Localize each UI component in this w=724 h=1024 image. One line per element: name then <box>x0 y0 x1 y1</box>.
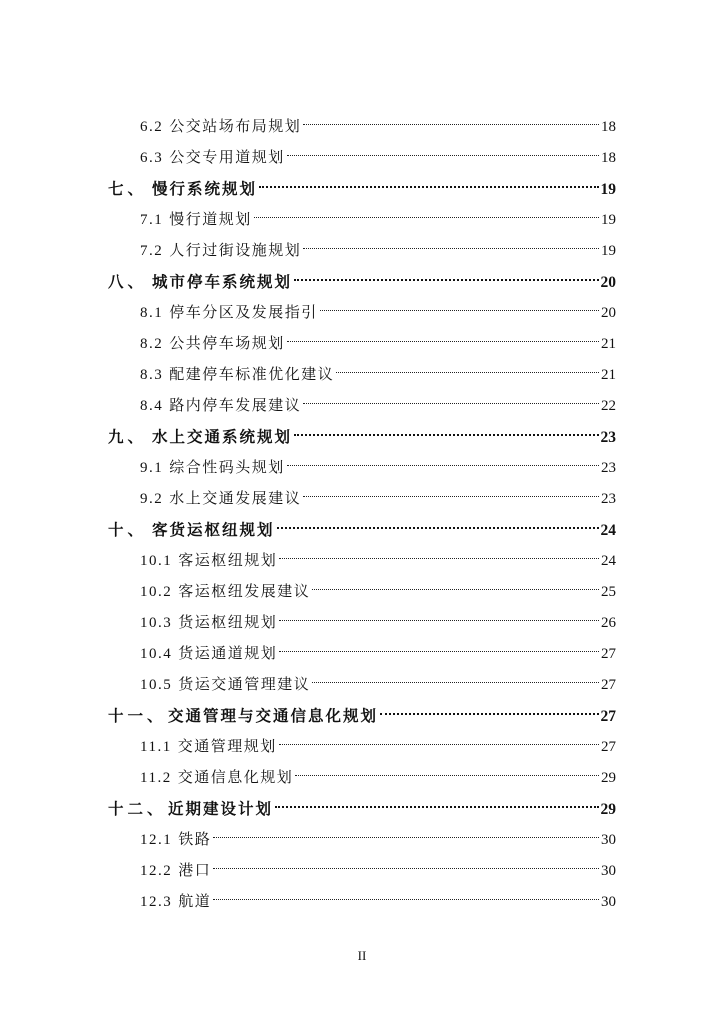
toc-entry-title: 交通信息化规划 <box>177 768 294 786</box>
toc-entry-title: 停车分区及发展指引 <box>169 303 318 321</box>
toc-entry-title: 客运枢纽规划 <box>178 551 278 569</box>
toc-entry-page: 19 <box>600 181 616 198</box>
toc-entry-page: 27 <box>601 646 616 662</box>
toc-chapter-entry[interactable] <box>108 700 616 731</box>
toc-entry-number: 11.2 <box>140 770 172 786</box>
toc-chapter-entry[interactable] <box>108 173 616 204</box>
toc-entry-title: 慢行道规划 <box>169 210 252 228</box>
toc-entry-number: 12.2 <box>140 863 173 879</box>
toc-section-entry[interactable] <box>108 824 616 855</box>
dot-leader <box>336 372 599 373</box>
toc-entry-page: 23 <box>600 429 616 446</box>
toc-entry-title: 人行过街设施规划 <box>169 241 302 259</box>
toc-entry-number: 9.1 <box>140 460 164 476</box>
toc-section-entry[interactable] <box>108 607 616 638</box>
toc-entry-page: 18 <box>601 150 616 166</box>
toc-section-entry[interactable] <box>108 545 616 576</box>
toc-entry-title: 货运交通管理建议 <box>178 675 311 693</box>
toc-section-entry[interactable] <box>108 204 616 235</box>
toc-entry-number: 十一、 <box>108 706 167 725</box>
toc-entry-page: 22 <box>601 398 616 414</box>
toc-entry-page: 18 <box>601 119 616 135</box>
dot-leader <box>279 744 599 745</box>
toc-entry-page: 27 <box>601 677 616 693</box>
toc-entry-title: 综合性码头规划 <box>169 458 285 476</box>
toc-section-entry[interactable] <box>108 297 616 328</box>
toc-entry-page: 30 <box>601 894 616 910</box>
toc-entry-number: 10.4 <box>140 646 173 662</box>
toc-entry-number: 8.4 <box>140 398 164 414</box>
toc-entry-title: 水上交通系统规划 <box>152 427 293 446</box>
dot-leader <box>279 620 599 621</box>
toc-entry-title: 交通管理与交通信息化规划 <box>168 706 379 725</box>
toc-section-entry[interactable] <box>108 111 616 142</box>
toc-entry-page: 20 <box>600 274 616 291</box>
toc-entry-number: 10.1 <box>140 553 173 569</box>
toc-entry-page: 27 <box>600 708 616 725</box>
toc-entry-number: 8.3 <box>140 367 164 383</box>
toc-entry-page: 27 <box>601 739 616 755</box>
toc-chapter-entry[interactable] <box>108 421 616 452</box>
dot-leader <box>213 837 599 838</box>
dot-leader <box>287 155 599 156</box>
toc-entry-number: 十二、 <box>108 799 167 818</box>
dot-leader <box>275 806 598 808</box>
toc-entry-number: 8.1 <box>140 305 164 321</box>
dot-leader <box>259 186 598 188</box>
toc-entry-number: 6.2 <box>140 119 164 135</box>
dot-leader <box>287 465 599 466</box>
toc-entry-page: 19 <box>601 212 616 228</box>
toc-entry-title: 铁路 <box>178 830 212 848</box>
toc-entry-title: 公交专用道规划 <box>169 148 285 166</box>
toc-entry-number: 10.3 <box>140 615 173 631</box>
toc-entry-title: 客货运枢纽规划 <box>152 520 275 539</box>
toc-entry-page: 20 <box>601 305 616 321</box>
dot-leader <box>312 589 599 590</box>
toc-entry-number: 七、 <box>108 179 148 198</box>
toc-entry-title: 配建停车标准优化建议 <box>169 365 335 383</box>
toc-entry-title: 慢行系统规划 <box>152 179 258 198</box>
toc-entry-page: 30 <box>601 863 616 879</box>
toc-entry-number: 九、 <box>108 427 148 446</box>
toc-chapter-entry[interactable] <box>108 793 616 824</box>
toc-entry-title: 城市停车系统规划 <box>152 272 293 291</box>
toc-section-entry[interactable] <box>108 762 616 793</box>
toc-section-entry[interactable] <box>108 452 616 483</box>
toc-entry-page: 26 <box>601 615 616 631</box>
toc-chapter-entry[interactable] <box>108 266 616 297</box>
toc-entry-title: 客运枢纽发展建议 <box>178 582 311 600</box>
toc-entry-title: 航道 <box>178 892 212 910</box>
toc-section-entry[interactable] <box>108 669 616 700</box>
toc-section-entry[interactable] <box>108 855 616 886</box>
toc-entry-page: 21 <box>601 367 616 383</box>
toc-entry-number: 10.5 <box>140 677 173 693</box>
dot-leader <box>279 558 599 559</box>
toc-entry-page: 21 <box>601 336 616 352</box>
toc-entry-title: 港口 <box>178 861 212 879</box>
toc-entry-number: 8.2 <box>140 336 164 352</box>
toc-entry-page: 23 <box>601 460 616 476</box>
toc-section-entry[interactable] <box>108 359 616 390</box>
toc-entry-title: 水上交通发展建议 <box>169 489 302 507</box>
toc-entry-number: 12.3 <box>140 894 173 910</box>
toc-section-entry[interactable] <box>108 235 616 266</box>
toc-entry-page: 23 <box>601 491 616 507</box>
dot-leader <box>279 651 599 652</box>
toc-entry-page: 24 <box>600 522 616 539</box>
toc-entry-number: 11.1 <box>140 739 172 755</box>
toc-entry-number: 7.1 <box>140 212 164 228</box>
toc-section-entry[interactable] <box>108 886 616 917</box>
dot-leader <box>277 527 599 529</box>
toc-chapter-entry[interactable] <box>108 514 616 545</box>
toc-entry-title: 公交站场布局规划 <box>169 117 302 135</box>
dot-leader <box>320 310 599 311</box>
toc-section-entry[interactable] <box>108 638 616 669</box>
toc-section-entry[interactable] <box>108 576 616 607</box>
toc-entry-number: 7.2 <box>140 243 164 259</box>
toc-entry-title: 路内停车发展建议 <box>169 396 302 414</box>
dot-leader <box>294 279 598 281</box>
toc-entry-title: 交通管理规划 <box>177 737 277 755</box>
dot-leader <box>303 248 599 249</box>
toc-entry-page: 29 <box>600 801 616 818</box>
dot-leader <box>303 124 599 125</box>
toc-entry-page: 24 <box>601 553 616 569</box>
dot-leader <box>303 496 599 497</box>
toc-section-entry[interactable] <box>108 390 616 421</box>
toc-section-entry[interactable] <box>108 142 616 173</box>
dot-leader <box>213 899 599 900</box>
toc-section-entry[interactable] <box>108 328 616 359</box>
toc-entry-title: 货运枢纽规划 <box>178 613 278 631</box>
toc-entry-number: 12.1 <box>140 832 173 848</box>
toc-entry-page: 19 <box>601 243 616 259</box>
toc-entry-number: 10.2 <box>140 584 173 600</box>
toc-section-entry[interactable] <box>108 483 616 514</box>
table-of-contents <box>108 111 616 917</box>
toc-entry-page: 30 <box>601 832 616 848</box>
toc-entry-number: 八、 <box>108 272 148 291</box>
toc-entry-number: 6.3 <box>140 150 164 166</box>
toc-entry-number: 9.2 <box>140 491 164 507</box>
toc-entry-title: 货运通道规划 <box>178 644 278 662</box>
dot-leader <box>303 403 599 404</box>
toc-entry-page: 29 <box>601 770 616 786</box>
toc-entry-title: 公共停车场规划 <box>169 334 285 352</box>
dot-leader <box>213 868 599 869</box>
footer-page-number: II <box>357 948 367 963</box>
toc-entry-number: 十、 <box>108 520 148 539</box>
dot-leader <box>295 775 599 776</box>
toc-section-entry[interactable] <box>108 731 616 762</box>
dot-leader <box>294 434 598 436</box>
dot-leader <box>312 682 599 683</box>
toc-entry-title: 近期建设计划 <box>168 799 274 818</box>
toc-entry-page: 25 <box>601 584 616 600</box>
dot-leader <box>287 341 599 342</box>
dot-leader <box>254 217 599 218</box>
dot-leader <box>380 713 598 715</box>
